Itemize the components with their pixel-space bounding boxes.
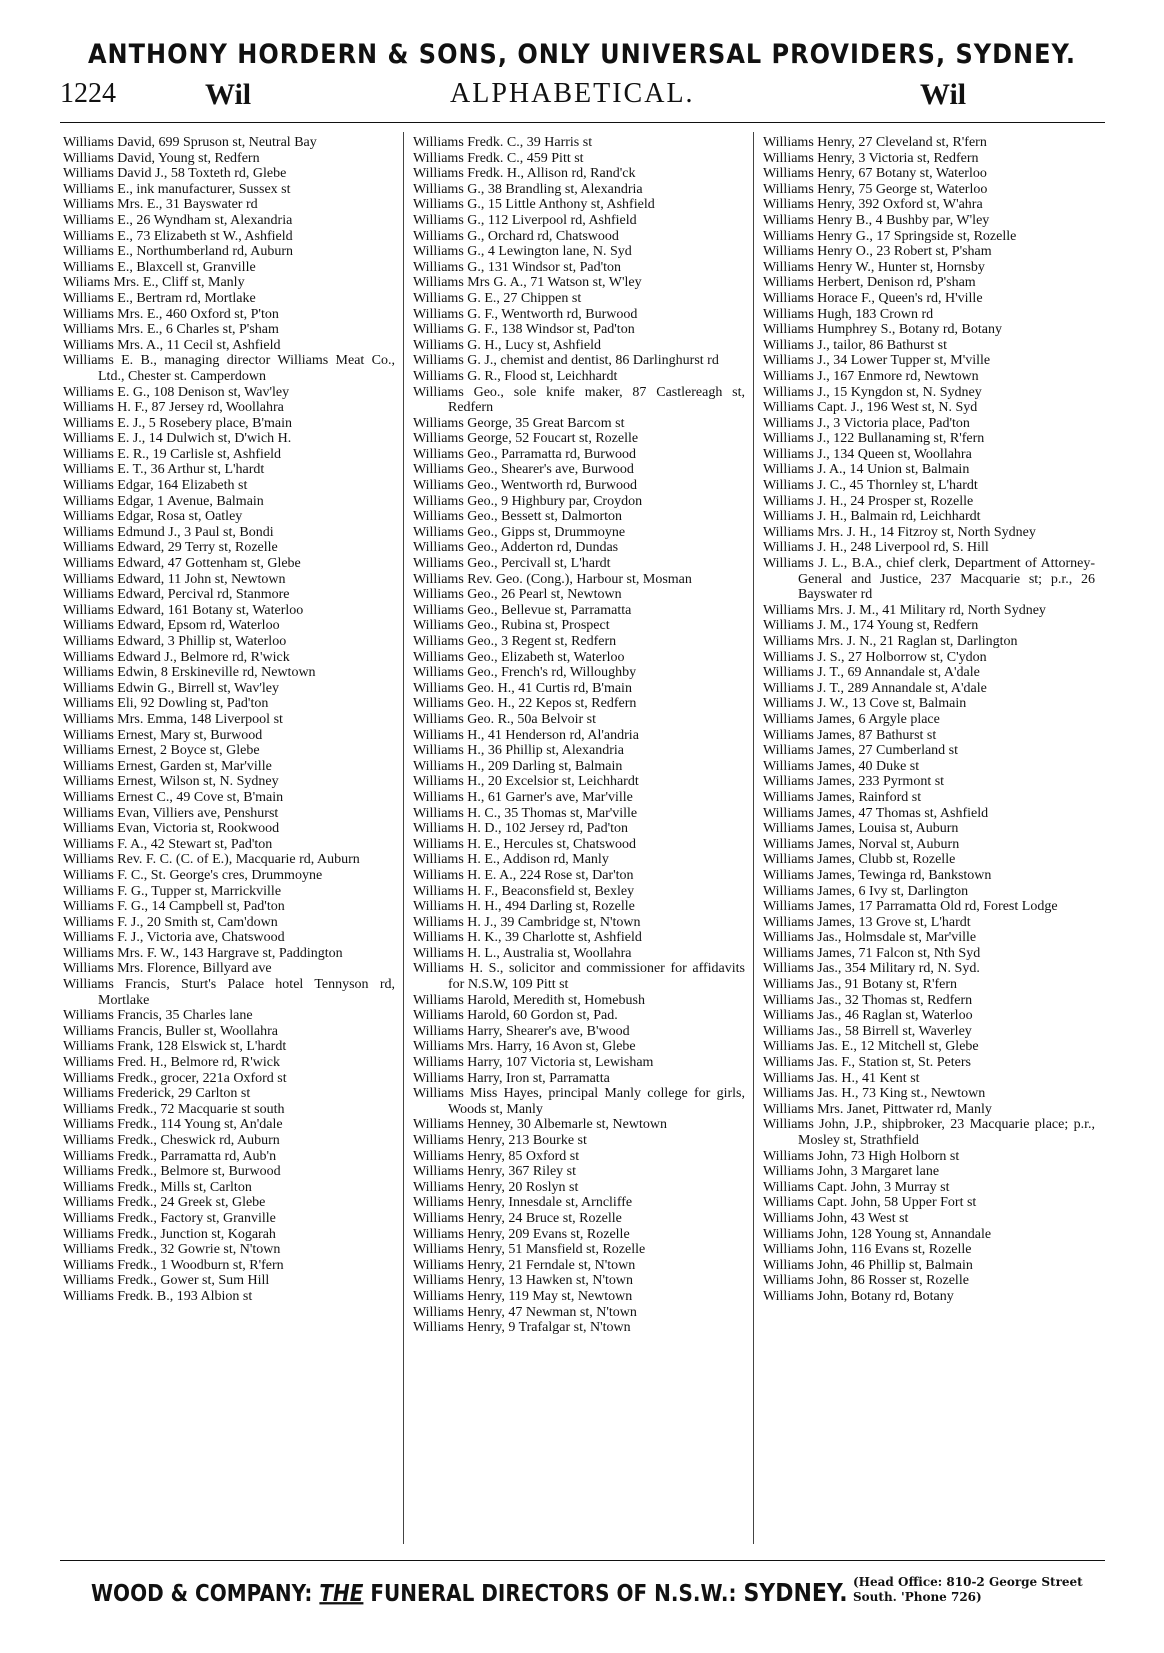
directory-entry: Williams E. B., managing director Williams Meat Co., Ltd., Chester st. Camperdown — [63, 353, 395, 384]
directory-entry: Williams G., 112 Liverpool rd, Ashfield — [413, 212, 637, 228]
directory-entry: Williams John, 86 Rosser st, Rozelle — [763, 1273, 969, 1289]
directory-entry: Williams James, Louisa st, Auburn — [763, 821, 959, 837]
directory-entry: Williams James, 87 Bathurst st — [763, 727, 937, 743]
directory-entry: Williams Edward, 161 Botany st, Waterloo — [63, 602, 304, 618]
directory-entry: Williams David J., 58 Toxteth rd, Glebe — [63, 166, 287, 182]
directory-entry: Williams John, J.P., shipbroker, 23 Macquarie place; p.r., Mosley st, Strathfield — [763, 1117, 1095, 1148]
directory-entry: Williams Henry, 51 Mansfield st, Rozelle — [413, 1242, 646, 1258]
directory-entry: Williams John, Botany rd, Botany — [763, 1288, 954, 1304]
directory-entry: Williams Edmund J., 3 Paul st, Bondi — [63, 524, 274, 540]
directory-entry: Williams Fredk., 72 Macquarie st south — [63, 1101, 285, 1117]
directory-entry: Williams E., 73 Elizabeth st W., Ashfield — [63, 228, 293, 244]
directory-entry: Williams Ernest, Garden st, Mar'ville — [63, 758, 272, 774]
directory-entry: Williams G. F., 138 Windsor st, Pad'ton — [413, 322, 635, 338]
directory-entry: Williams David, Young st, Redfern — [63, 150, 260, 166]
directory-entry: Williams Geo., Bessett st, Dalmorton — [413, 509, 623, 525]
directory-entry: Williams John, 128 Young st, Annandale — [763, 1226, 992, 1242]
directory-entry: Williams James, 13 Grove st, L'hardt — [763, 914, 971, 930]
directory-entry: Williams Fred. H., Belmore rd, R'wick — [63, 1055, 280, 1071]
directory-entry: Williams G., 131 Windsor st, Pad'ton — [413, 259, 622, 275]
directory-entry: Williams Henry, 85 Oxford st — [413, 1148, 580, 1164]
directory-entry: Williams Jas. H., 73 King st., Newtown — [763, 1086, 986, 1102]
directory-entry: Williams Geo. R., 50a Belvoir st — [413, 711, 596, 727]
directory-entry: Williams F. J., 20 Smith st, Cam'down — [63, 914, 278, 930]
section-title: ALPHABETICAL. — [450, 78, 695, 109]
directory-entry: Williams E. R., 19 Carlisle st, Ashfield — [63, 446, 281, 462]
directory-entry: Williams Jas., 46 Raglan st, Waterloo — [763, 1008, 973, 1024]
directory-entry: Williams John, 46 Phillip st, Balmain — [763, 1257, 973, 1273]
directory-entry: Williams J., 3 Victoria place, Pad'ton — [763, 415, 970, 431]
directory-entry: Williams Ernest, Mary st, Burwood — [63, 727, 263, 743]
directory-entry: Williams Evan, Villiers ave, Penshurst — [63, 805, 279, 821]
directory-entry: Williams E. J., 14 Dulwich st, D'wich H. — [63, 431, 292, 447]
directory-entry: Williams H. J., 39 Cambridge st, N'town — [413, 914, 641, 930]
directory-entry: Williams Harry, 107 Victoria st, Lewisham — [413, 1055, 654, 1071]
directory-entry: Williams James, 71 Falcon st, Nth Syd — [763, 945, 981, 961]
directory-entry: Williams Capt. J., 196 West st, N. Syd — [763, 400, 978, 416]
directory-entry: Williams J. H., Balmain rd, Leichhardt — [763, 509, 981, 525]
directory-entry: Williams H. F., 87 Jersey rd, Woollahra — [63, 400, 284, 416]
directory-entry: Williams Fredk., Factory st, Granville — [63, 1210, 276, 1226]
directory-entry: Williams James, Tewinga rd, Bankstown — [763, 867, 992, 883]
directory-entry: Williams Jas. H., 41 Kent st — [763, 1070, 920, 1086]
directory-entry: Williams Edward, 11 John st, Newtown — [63, 571, 286, 587]
directory-entry: Williams John, 73 High Holborn st — [763, 1148, 960, 1164]
directory-entry: Williams Mrs. Harry, 16 Avon st, Glebe — [413, 1039, 636, 1055]
directory-entry: Williams Mrs. A., 11 Cecil st, Ashfield — [63, 337, 281, 353]
directory-entry: Williams Ernest, Wilson st, N. Sydney — [63, 774, 279, 790]
directory-entry: Williams F. J., Victoria ave, Chatswood — [63, 930, 285, 946]
directory-entry: Williams Fredk., Cheswick rd, Auburn — [63, 1133, 280, 1148]
directory-entry: Williams James, Norval st, Auburn — [763, 836, 960, 852]
directory-entry: Williams Henry W., Hunter st, Hornsby — [763, 259, 985, 275]
directory-entry: Williams James, 17 Parramatta Old rd, Forest Lodge — [763, 899, 1058, 915]
directory-entry: Williams J. S., 27 Holborrow st, C'ydon — [763, 649, 987, 665]
directory-entry: Williams Geo., Wentworth rd, Burwood — [413, 478, 637, 494]
directory-entry: Williams Edwin G., Birrell st, Wav'ley — [63, 680, 279, 696]
directory-entry: Williams Hugh, 183 Crown rd — [763, 306, 934, 322]
directory-entry: Williams J., 15 Kyngdon st, N. Sydney — [763, 384, 982, 400]
directory-entry: Williams Henry, Innesdale st, Arncliffe — [413, 1195, 633, 1211]
directory-entry: Williams H. E., Addison rd, Manly — [413, 852, 609, 868]
directory-entry: Williams Edgar, Rosa st, Oatley — [63, 509, 243, 525]
directory-entry: Williams John, 116 Evans st, Rozelle — [763, 1242, 972, 1258]
directory-entry: Williams Geo., 9 Highbury par, Croydon — [413, 493, 643, 509]
directory-entry: Williams Mrs. E., 31 Bayswater rd — [63, 197, 258, 213]
directory-entry: Williams Francis, Buller st, Woollahra — [63, 1023, 279, 1039]
directory-entry: Williams Jas., 58 Birrell st, Waverley — [763, 1023, 972, 1039]
directory-entry: Williams J. M., 174 Young st, Redfern — [763, 618, 979, 634]
directory-entry: Williams Fredk., grocer, 221a Oxford st — [63, 1070, 287, 1086]
directory-entry: Williams Henry, 67 Botany st, Waterloo — [763, 166, 987, 182]
directory-entry: Williams J., 34 Lower Tupper st, M'ville — [763, 353, 991, 369]
directory-entry: Williams James, Clubb st, Rozelle — [763, 852, 956, 868]
directory-entry: Williams E. G., 108 Denison st, Wav'ley — [63, 384, 290, 400]
directory-entry: Williams Edward, Epsom rd, Waterloo — [63, 618, 280, 634]
page-banner: ANTHONY HORDERN & SONS, ONLY UNIVERSAL PROVIDERS, SYDNEY. — [87, 38, 1077, 70]
directory-entry: Williams Herbert, Denison rd, P'sham — [763, 275, 976, 291]
footer-company: WOOD & COMPANY: — [91, 1579, 313, 1607]
directory-entry: Williams H. K., 39 Charlotte st, Ashfield — [413, 930, 642, 946]
directory-entry: Williams J., 122 Bullanaming st, R'fern — [763, 431, 985, 447]
directory-entry: Williams Edgar, 1 Avenue, Balmain — [63, 493, 264, 509]
directory-entry: Williams E., 26 Wyndham st, Alexandria — [63, 212, 293, 228]
directory-entry: Williams Geo. H., 22 Kepos st, Redfern — [413, 696, 637, 712]
directory-entry: Williams Fredk., 24 Greek st, Glebe — [63, 1195, 266, 1211]
page-number: 1224 — [60, 78, 116, 109]
directory-entry: Williams J., 167 Enmore rd, Newtown — [763, 368, 979, 384]
footer-city: SYDNEY. — [743, 1579, 848, 1608]
directory-entry: Williams Mrs. J. H., 14 Fitzroy st, North Sydney — [763, 524, 1036, 540]
directory-entry: Williams Geo., Shearer's ave, Burwood — [413, 462, 634, 478]
footer-main-line — [91, 1579, 848, 1608]
directory-entry: Williams John, 43 West st — [763, 1210, 909, 1226]
directory-entry: Williams Fredk., 114 Young st, An'dale — [63, 1117, 283, 1133]
directory-entry: Williams Frederick, 29 Carlton st — [63, 1086, 251, 1102]
directory-entry: Williams Frank, 128 Elswick st, L'hardt — [63, 1039, 287, 1055]
directory-entry: Williams Henry, 119 May st, Newtown — [413, 1288, 633, 1304]
directory-entry: Williams H. S., solicitor and commissioner for affidavits for N.S.W, 109 Pitt st — [413, 961, 745, 993]
directory-entry: Williams E., ink manufacturer, Sussex st — [63, 181, 291, 197]
directory-entry: Williams Miss Hayes, principal Manly college for girls, Woods st, Manly — [413, 1086, 745, 1117]
directory-entry: Williams Capt. John, 3 Murray st — [763, 1179, 950, 1195]
directory-entry: Williams Capt. John, 58 Upper Fort st — [763, 1195, 977, 1211]
directory-entry: Williams Henry, 24 Bruce st, Rozelle — [413, 1210, 622, 1226]
directory-entry: Williams Mrs. E., 6 Charles st, P'sham — [63, 322, 279, 338]
directory-entry: Williams James, 40 Duke st — [763, 758, 920, 774]
directory-entry: Williams Francis, 35 Charles lane — [63, 1008, 253, 1024]
directory-entry: Williams E. J., 5 Rosebery place, B'main — [63, 415, 293, 431]
directory-entry: Williams Henry, 392 Oxford st, W'ahra — [763, 197, 983, 213]
directory-entry: Williams Edward, 47 Gottenham st, Glebe — [63, 556, 301, 572]
directory-entry: Williams Mrs. J. M., 41 Military rd, North Sydney — [763, 602, 1046, 618]
directory-entry: Williams Henry, 213 Bourke st — [413, 1133, 587, 1148]
directory-entry: Williams Henry, 21 Ferndale st, N'town — [413, 1257, 636, 1273]
directory-entry: Williams J., 134 Queen st, Woollahra — [763, 446, 972, 462]
header-rule — [60, 122, 1105, 123]
directory-entry: Williams Fredk., Junction st, Kogarah — [63, 1226, 276, 1242]
directory-entry: Williams Fredk., Mills st, Carlton — [63, 1179, 252, 1195]
directory-column-1 — [63, 135, 395, 1545]
directory-entry: Williams Jas., Holmsdale st, Mar'ville — [763, 930, 977, 946]
directory-entry: Williams J. L., B.A., chief clerk, Department of Attorney-General and Justice, 237 Macquarie st; p.r., 26 Bayswater rd — [763, 556, 1095, 603]
directory-entry: Williams Harold, 60 Gordon st, Pad. — [413, 1008, 618, 1024]
directory-entry: Williams Evan, Victoria st, Rookwood — [63, 821, 280, 837]
directory-entry: Williams H. F., Beaconsfield st, Bexley — [413, 883, 635, 899]
directory-entry: Williams Edward, 29 Terry st, Rozelle — [63, 540, 278, 556]
column-divider — [753, 132, 754, 1544]
directory-entry: Williams Henry, 13 Hawken st, N'town — [413, 1273, 633, 1289]
directory-entry: Williams G., Orchard rd, Chatswood — [413, 228, 619, 244]
directory-entry: Williams Geo., Percivall st, L'hardt — [413, 556, 611, 572]
directory-column-2 — [413, 135, 745, 1545]
directory-entry: Williams Harry, Shearer's ave, B'wood — [413, 1023, 630, 1039]
directory-entry: Williams David, 699 Spruson st, Neutral Bay — [63, 135, 317, 150]
directory-entry: Williams E. T., 36 Arthur st, L'hardt — [63, 462, 265, 478]
directory-entry: Williams Mrs. E., 460 Oxford st, P'ton — [63, 306, 279, 322]
directory-entry: Williams H. H., 494 Darling st, Rozelle — [413, 899, 635, 915]
directory-entry: Williams Rev. Geo. (Cong.), Harbour st, Mosman — [413, 571, 692, 587]
directory-entry: Williams Henry B., 4 Bushby par, W'ley — [763, 212, 990, 228]
directory-entry: Williams J. A., 14 Union st, Balmain — [763, 462, 970, 478]
directory-entry: Williams Fredk. C., 459 Pitt st — [413, 150, 584, 166]
directory-entry: Williams Henry, 367 Riley st — [413, 1164, 577, 1180]
directory-entry: Williams H., 36 Phillip st, Alexandria — [413, 743, 624, 759]
directory-entry: Williams Henry, 20 Roslyn st — [413, 1179, 579, 1195]
directory-entry: Williams Ernest, 2 Boyce st, Glebe — [63, 743, 260, 759]
directory-entry: Williams Edward, 3 Phillip st, Waterloo — [63, 634, 287, 649]
directory-entry: Williams Henry, 9 Trafalgar st, N'town — [413, 1320, 631, 1336]
directory-column-3 — [763, 135, 1095, 1545]
directory-entry: Williams J. W., 13 Cove st, Balmain — [763, 696, 967, 712]
directory-entry: Williams Jas., 91 Botany st, R'fern — [763, 977, 958, 993]
directory-entry: Williams G. F., Wentworth rd, Burwood — [413, 306, 638, 322]
directory-entry: Williams Ernest C., 49 Cove st, B'main — [63, 789, 284, 805]
directory-entry: Williams H., 41 Henderson rd, Al'andria — [413, 727, 639, 743]
directory-entry: Williams J. C., 45 Thornley st, L'hardt — [763, 478, 978, 494]
directory-entry: Williams Mrs. F. W., 143 Hargrave st, Paddington — [63, 945, 343, 961]
directory-entry: Williams H. L., Australia st, Woollahra — [413, 945, 632, 961]
directory-entry: Williams Henney, 30 Albemarle st, Newtown — [413, 1117, 667, 1133]
directory-entry: Williams James, 47 Thomas st, Ashfield — [763, 805, 989, 821]
directory-entry: Williams Eli, 92 Dowling st, Pad'ton — [63, 696, 269, 712]
directory-entry: Williams Henry, 3 Victoria st, Redfern — [763, 150, 979, 166]
directory-entry: Williams James, 233 Pyrmont st — [763, 774, 945, 790]
directory-entry: Williams Geo., Gipps st, Drummoyne — [413, 524, 626, 540]
directory-entry: Williams H. E. A., 224 Rose st, Dar'ton — [413, 867, 634, 883]
directory-entry: Williams F. G., Tupper st, Marrickville — [63, 883, 282, 899]
directory-entry: Williams J. H., 24 Prosper st, Rozelle — [763, 493, 974, 509]
directory-entry: Williams G. J., chemist and dentist, 86 Darlinghurst rd — [413, 353, 719, 369]
footer-tagline: FUNERAL DIRECTORS OF N.S.W.: — [370, 1579, 737, 1607]
left-guide-word: Wil — [205, 78, 252, 111]
directory-entry: Williams Geo., 3 Regent st, Redfern — [413, 634, 617, 649]
directory-entry: Williams Geo., 26 Pearl st, Newtown — [413, 587, 622, 603]
directory-entry: Williams Francis, Sturt's Palace hotel Tennyson rd, Mortlake — [63, 977, 395, 1008]
directory-entry: Williams J. T., 289 Annandale st, A'dale — [763, 680, 987, 696]
directory-entry: Williams Fredk. H., Allison rd, Rand'ck — [413, 166, 636, 182]
directory-entry: Williams John, 3 Margaret lane — [763, 1164, 940, 1180]
directory-entry: Williams G. R., Flood st, Leichhardt — [413, 368, 618, 384]
directory-entry: Williams Jas. E., 12 Mitchell st, Glebe — [763, 1039, 979, 1055]
directory-entry: Williams E., Bertram rd, Mortlake — [63, 290, 256, 306]
directory-entry: Williams G. H., Lucy st, Ashfield — [413, 337, 602, 353]
directory-entry: Williams Geo., Bellevue st, Parramatta — [413, 602, 632, 618]
directory-entry: Williams Mrs G. A., 71 Watson st, W'ley — [413, 275, 642, 291]
directory-entry: Williams Fredk., Parramatta rd, Aub'n — [63, 1148, 277, 1164]
directory-entry: Williams James, 6 Ivy st, Darlington — [763, 883, 969, 899]
directory-entry: Williams George, 35 Great Barcom st — [413, 415, 625, 431]
directory-entry: Williams E., Blaxcell st, Granville — [63, 259, 256, 275]
directory-entry: Williams Henry, 27 Cleveland st, R'fern — [763, 135, 987, 150]
directory-entry: Williams George, 52 Foucart st, Rozelle — [413, 431, 639, 447]
directory-entry: Williams Mrs. Janet, Pittwater rd, Manly — [763, 1101, 992, 1117]
directory-entry: Williams Fredk., 1 Woodburn st, R'fern — [63, 1257, 284, 1273]
right-guide-word: Wil — [920, 78, 967, 111]
directory-entry: Williams Fredk., 32 Gowrie st, N'town — [63, 1242, 281, 1258]
directory-entry: Williams J., tailor, 86 Bathurst st — [763, 337, 947, 353]
directory-entry: Williams Edgar, 164 Elizabeth st — [63, 478, 248, 494]
column-divider — [403, 132, 404, 1544]
directory-entry: Williams H. D., 102 Jersey rd, Pad'ton — [413, 821, 629, 837]
directory-entry: Williams Mrs. Florence, Billyard ave — [63, 961, 272, 977]
directory-entry: Williams Humphrey S., Botany rd, Botany — [763, 322, 1002, 338]
directory-entry: Williams Harold, Meredith st, Homebush — [413, 992, 645, 1008]
directory-entry: Williams H., 20 Excelsior st, Leichhardt — [413, 774, 639, 790]
directory-entry: Williams Harry, Iron st, Parramatta — [413, 1070, 610, 1086]
directory-entry: Williams Fredk., Gower st, Sum Hill — [63, 1273, 270, 1289]
directory-entry: Williams E., Northumberland rd, Auburn — [63, 244, 294, 260]
directory-entry: Williams Geo., Elizabeth st, Waterloo — [413, 649, 625, 665]
footer-the: THE — [319, 1579, 364, 1607]
directory-entry: Williams James, 27 Cumberland st — [763, 743, 959, 759]
footer-office: (Head Office: 810-2 George Street South. 'Phone 726) — [853, 1575, 1083, 1604]
directory-entry: Williams James, 6 Argyle place — [763, 711, 940, 727]
directory-entry: Williams Jas., 354 Military rd, N. Syd. — [763, 961, 980, 977]
footer-advert — [63, 1573, 1103, 1623]
directory-entry: Williams Mrs. Emma, 148 Liverpool st — [63, 711, 283, 727]
directory-entry: Williams Henry G., 17 Springside st, Rozelle — [763, 228, 1017, 244]
directory-entry: Williams Henry, 47 Newman st, N'town — [413, 1304, 637, 1320]
directory-entry: Williams Geo. H., 41 Curtis rd, B'main — [413, 680, 632, 696]
directory-entry: Williams Fredk., Belmore st, Burwood — [63, 1164, 281, 1180]
directory-entry: Williams Jas., 32 Thomas st, Redfern — [763, 992, 973, 1008]
footer-rule — [60, 1560, 1105, 1561]
page-header — [60, 78, 1105, 118]
directory-entry: Williams Geo., Rubina st, Prospect — [413, 618, 610, 634]
directory-entry: Williams H., 209 Darling st, Balmain — [413, 758, 623, 774]
directory-entry: Williams Fredk. B., 193 Albion st — [63, 1288, 253, 1304]
directory-entry: Williams Jas. F., Station st, St. Peters — [763, 1055, 971, 1071]
directory-entry: Williams F. G., 14 Campbell st, Pad'ton — [63, 899, 285, 915]
directory-entry: Williams H. C., 35 Thomas st, Mar'ville — [413, 805, 638, 821]
directory-entry: Williams G., 15 Little Anthony st, Ashfield — [413, 197, 655, 213]
directory-entry: Williams Edward, Percival rd, Stanmore — [63, 587, 290, 603]
directory-entry: Williams Geo., Parramatta rd, Burwood — [413, 446, 636, 462]
directory-entry: Williams J. H., 248 Liverpool rd, S. Hill — [763, 540, 989, 556]
directory-entry: Williams G. E., 27 Chippen st — [413, 290, 582, 306]
directory-entry: Williams Fredk. C., 39 Harris st — [413, 135, 593, 150]
directory-entry: Williams G., 38 Brandling st, Alexandria — [413, 181, 643, 197]
directory-entry: Williams Henry, 75 George st, Waterloo — [763, 181, 988, 197]
directory-entry: Wiliams Mrs. E., Cliff st, Manly — [63, 275, 245, 291]
directory-entry: Williams F. A., 42 Stewart st, Pad'ton — [63, 836, 273, 852]
directory-entry: Williams H., 61 Garner's ave, Mar'ville — [413, 789, 633, 805]
directory-entry: Williams Henry, 209 Evans st, Rozelle — [413, 1226, 630, 1242]
directory-entry: Williams Mrs. J. N., 21 Raglan st, Darlington — [763, 634, 1018, 649]
directory-entry: Williams Geo., French's rd, Willoughby — [413, 665, 637, 681]
directory-entry: Williams Geo., sole knife maker, 87 Castlereagh st, Redfern — [413, 384, 745, 416]
directory-entry: Williams Henry O., 23 Robert st, P'sham — [763, 244, 992, 260]
directory-entry: Williams Geo., Adderton rd, Dundas — [413, 540, 619, 556]
directory-entry: Williams Horace F., Queen's rd, H'ville — [763, 290, 983, 306]
directory-entry: Williams Edward J., Belmore rd, R'wick — [63, 649, 290, 665]
directory-entry: Williams Edwin, 8 Erskineville rd, Newtown — [63, 665, 316, 681]
directory-entry: Williams G., 4 Lewington lane, N. Syd — [413, 244, 632, 260]
directory-entry: Williams J. T., 69 Annandale st, A'dale — [763, 665, 980, 681]
directory-entry: Williams James, Rainford st — [763, 789, 922, 805]
directory-entry: Williams H. E., Hercules st, Chatswood — [413, 836, 637, 852]
directory-entry: Williams Rev. F. C. (C. of E.), Macquarie rd, Auburn — [63, 852, 360, 868]
directory-entry: Williams F. C., St. George's cres, Drummoyne — [63, 867, 323, 883]
